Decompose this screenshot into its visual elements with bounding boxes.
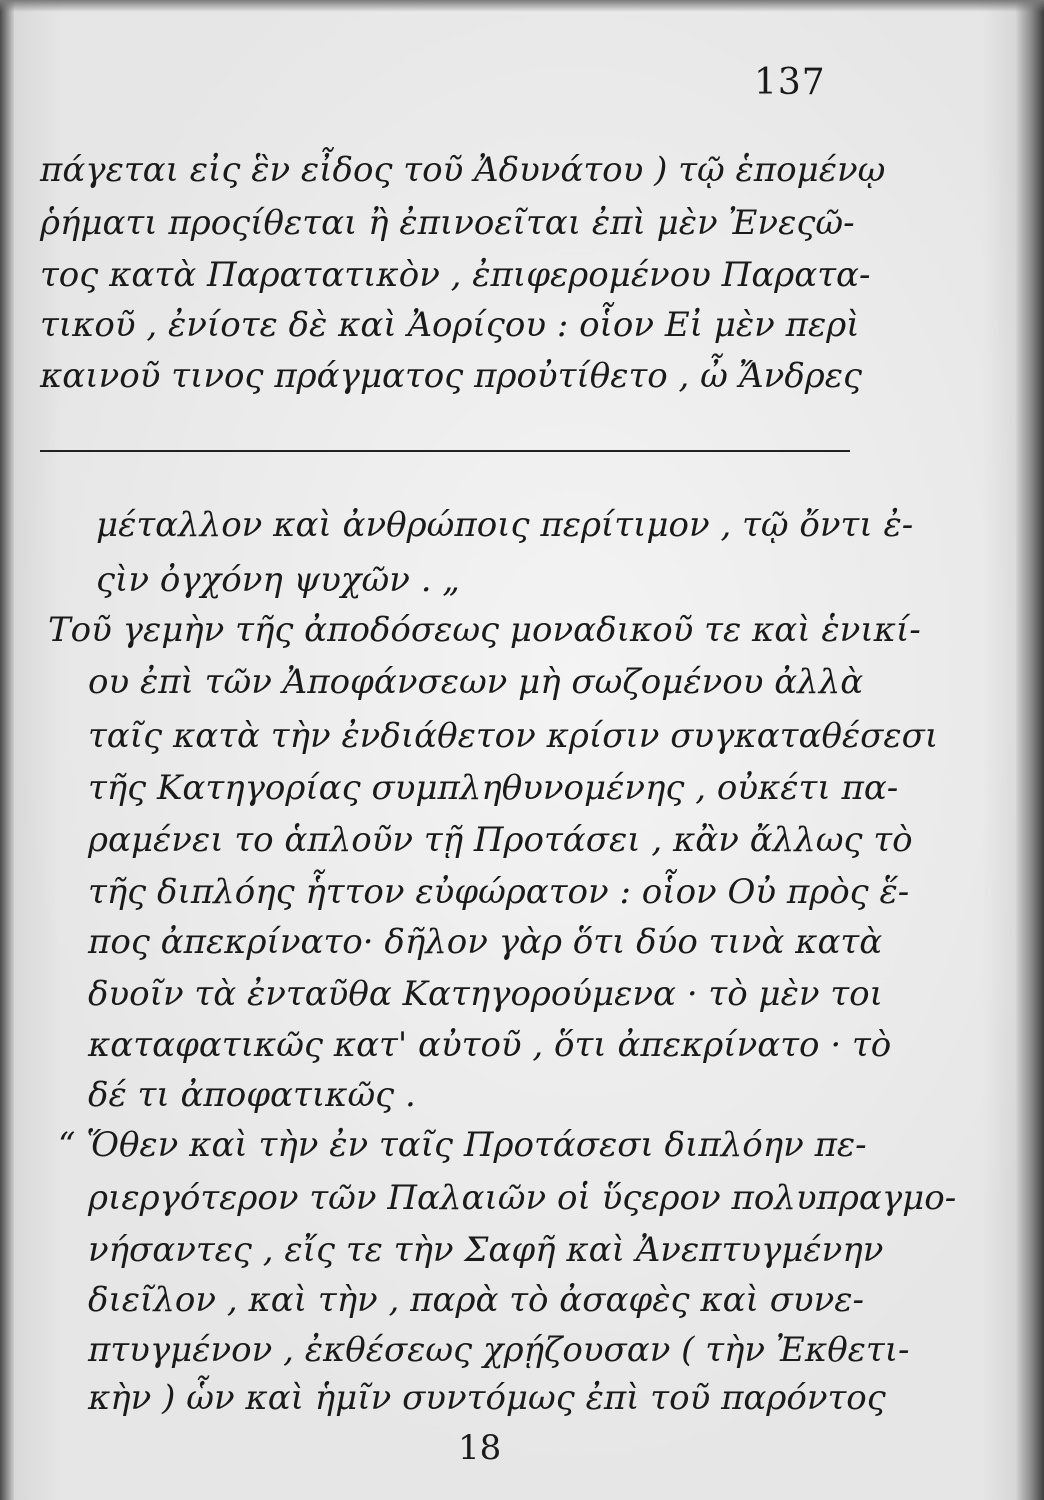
page-number: 137 [754,62,826,103]
footnote-text-line: δέ τι ἀποφατικῶς . [88,1075,416,1115]
footnote-separator-rule [40,450,850,452]
footnote-text-line: ςὶν ὀγχόνη ψυχῶν . „ [96,560,460,600]
footnote-text-line: ου ἐπὶ τῶν Ἀποφάνσεων μὴ σωζομένου ἀλλὰ [88,662,864,702]
main-text-line: τος κατὰ Παρατατικὸν , ἐπιφερομένου Παρατα- [40,255,871,295]
footnote-text-line: διεῖλον , καὶ τὴν , παρὰ τὸ ἀσαφὲς καὶ συνε- [88,1280,865,1320]
main-text-line: τικοῦ , ἐνίοτε δὲ καὶ Ἀορίςου : οἷον Εἰ μὲν περὶ [40,305,860,345]
page-left-edge [0,0,14,1500]
footnote-text-line: ριεργότερον τῶν Παλαιῶν οἱ ὕςερον πολυπραγμο- [88,1178,957,1218]
footnote-text-line: πος ἀπεκρίνατο· δῆλον γὰρ ὅτι δύο τινὰ κατὰ [88,922,883,962]
footnote-text-line: “ Ὅθεν καὶ τὴν ἐν ταῖς Προτάσεσι διπλόην πε- [58,1125,867,1165]
signature-mark: 18 [458,1428,502,1468]
main-text-line: πάγεται εἰς ἓν εἶδος τοῦ Ἀδυνάτου ) τῷ ἑπομένῳ [40,150,886,190]
footnote-text-line: ταῖς κατὰ τὴν ἐνδιάθετον κρίσιν συγκαταθέσεσι [88,716,939,756]
footnote-text-line: κὴν ) ὧν καὶ ἡμῖν συντόμως ἐπὶ τοῦ παρόντος [88,1378,886,1418]
footnote-text-line: πτυγμένον , ἐκθέσεως χρῄζουσαν ( τὴν Ἐκθετι- [88,1330,910,1370]
footnote-text-line: καταφατικῶς κατ' αὐτοῦ , ὅτι ἀπεκρίνατο · τὸ [88,1025,892,1065]
footnote-text-line: Τοῦ γεμὴν τῆς ἀποδόσεως μοναδικοῦ τε καὶ ἑνικί- [48,610,921,650]
main-text-line: καινοῦ τινος πράγματος προὐτίθετο , ὦ Ἄνδρες [40,356,863,396]
footnote-text-line: μέταλλον καὶ ἀνθρώποις περίτιμον , τῷ ὄντι ἐ- [96,505,914,545]
page-right-edge [1016,0,1044,1500]
footnote-text-line: ραμένει το ἁπλοῦν τῇ Προτάσει , κἂν ἄλλως τὸ [88,820,913,860]
page-top-edge [0,0,1044,12]
footnote-text-line: νήσαντες , εἴς τε τὴν Σαφῆ καὶ Ἀνεπτυγμένην [88,1230,884,1270]
footnote-text-line: δυοῖν τὰ ἐνταῦθα Κατηγορούμενα · τὸ μὲν τοι [88,974,883,1014]
footnote-text-line: τῆς διπλόης ἧττον εὐφώρατον : οἷον Οὐ πρὸς ἕ- [88,872,910,912]
footnote-text-line: τῆς Κατηγορίας συμπληθυνομένης , οὐκέτι πα- [88,768,899,808]
main-text-line: ῥήματι προςίθεται ἢ ἐπινοεῖται ἐπὶ μὲν Ἐνεςῶ- [40,203,855,243]
